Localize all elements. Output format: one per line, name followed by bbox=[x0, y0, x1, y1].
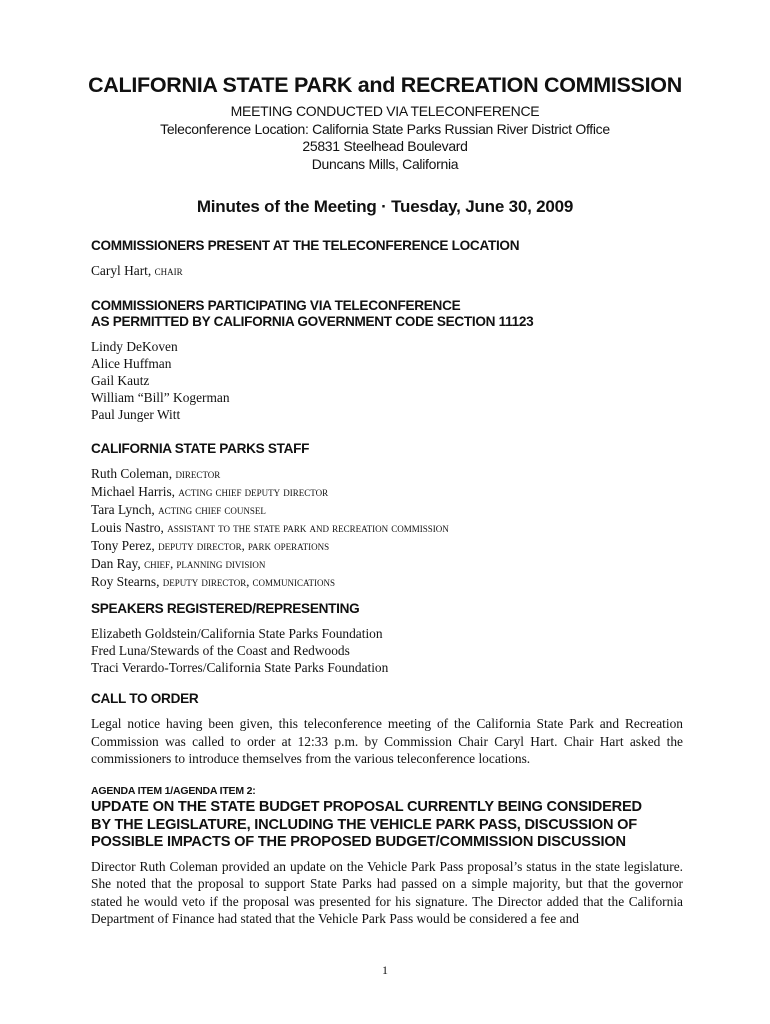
agenda-item-label: AGENDA ITEM 1/AGENDA ITEM 2: bbox=[91, 785, 256, 797]
section-staff bbox=[91, 441, 683, 591]
speaker-entry: Fred Luna/Stewards of the Coast and Redwoods bbox=[91, 643, 350, 658]
person-entry bbox=[91, 262, 683, 280]
street-address-line: 25831 Steelhead Boulevard bbox=[302, 138, 468, 154]
person-name: Louis Nastro, bbox=[91, 520, 168, 535]
section-commissioners-present bbox=[91, 238, 683, 280]
person-name: Dan Ray, bbox=[91, 556, 145, 571]
person-name: Tara Lynch, bbox=[91, 502, 159, 517]
person-role: acting chief counsel bbox=[158, 503, 266, 517]
section-heading: SPEAKERS REGISTERED/REPRESENTING bbox=[91, 601, 360, 616]
person-entry bbox=[91, 555, 683, 573]
person-role: deputy director, communications bbox=[162, 575, 336, 589]
person-role: director bbox=[175, 467, 221, 481]
person-role: assistant to the state park and recreation commission bbox=[167, 521, 449, 535]
person-role: chief, planning division bbox=[144, 557, 266, 571]
person-name: Roy Stearns, bbox=[91, 574, 163, 589]
section-heading-line: AS PERMITTED BY CALIFORNIA GOVERNMENT CODE SECTION 11123 bbox=[91, 314, 534, 329]
section-heading-line: COMMISSIONERS PARTICIPATING VIA TELECONFERENCE bbox=[91, 298, 461, 313]
minutes-title: Minutes of the Meeting · Tuesday, June 30, 2009 bbox=[196, 197, 574, 216]
person-entry bbox=[91, 483, 683, 501]
city-line: Duncans Mills, California bbox=[311, 155, 459, 172]
agenda-heading-line: UPDATE ON THE STATE BUDGET PROPOSAL CURRENTLY BEING CONSIDERED bbox=[91, 799, 642, 815]
section-call-to-order bbox=[91, 691, 683, 768]
person-name: Michael Harris, bbox=[91, 484, 179, 499]
person-name: Gail Kautz bbox=[91, 373, 150, 388]
section-heading: CALL TO ORDER bbox=[91, 691, 199, 706]
person-entry bbox=[91, 573, 683, 591]
section-heading: CALIFORNIA STATE PARKS STAFF bbox=[91, 441, 310, 456]
person-entry bbox=[91, 519, 683, 537]
person-entry bbox=[91, 501, 683, 519]
meeting-location-block bbox=[0, 103, 770, 173]
person-role: acting chief deputy director bbox=[178, 485, 329, 499]
person-name: Lindy DeKoven bbox=[91, 339, 178, 354]
agenda-paragraph: Director Ruth Coleman provided an update on the Vehicle Park Pass proposal’s status in the state legislature. She noted that the proposal to support State Parks had passed on a simple majority, but that the governor stated he would veto if the proposal was presented for his signature. The Director added that the California Department of Finance had stated that the Vehicle Park Pass would be considered a fee and bbox=[91, 858, 683, 926]
person-name: Tony Perez, bbox=[91, 538, 159, 553]
person-name: Ruth Coleman, bbox=[91, 466, 176, 481]
person-name: William “Bill” Kogerman bbox=[91, 390, 230, 405]
person-entry bbox=[91, 537, 683, 555]
call-to-order-paragraph: Legal notice having been given, this teleconference meeting of the California State Park and Recreation Commission was called to order at 12:33 p.m. by Commission Chair Caryl Hart. Chair Hart asked the commissioners to introduce themselves from the various teleconference locations. bbox=[91, 716, 683, 766]
agenda-heading-line: POSSIBLE IMPACTS OF THE PROPOSED BUDGET/COMMISSION DISCUSSION bbox=[91, 834, 626, 850]
person-name: Alice Huffman bbox=[91, 356, 172, 371]
speaker-entry: Elizabeth Goldstein/California State Parks Foundation bbox=[91, 626, 383, 641]
person-role: deputy director, park operations bbox=[158, 539, 330, 553]
agenda-heading-line: BY THE LEGISLATURE, INCLUDING THE VEHICLE PARK PASS, DISCUSSION OF bbox=[91, 816, 638, 833]
meeting-format-line: MEETING CONDUCTED VIA TELECONFERENCE bbox=[230, 103, 540, 119]
person-entry bbox=[91, 465, 683, 483]
page-number: 1 bbox=[382, 963, 388, 977]
section-agenda-item bbox=[91, 785, 683, 928]
location-line: Teleconference Location: California State Parks Russian River District Office bbox=[160, 120, 610, 137]
speaker-entry: Traci Verardo-Torres/California State Parks Foundation bbox=[91, 660, 389, 675]
section-heading: COMMISSIONERS PRESENT AT THE TELECONFERENCE LOCATION bbox=[91, 238, 520, 253]
person-name: Paul Junger Witt bbox=[91, 407, 181, 422]
document-title: CALIFORNIA STATE PARK and RECREATION COMMISSION bbox=[88, 73, 682, 97]
person-name: Caryl Hart, bbox=[91, 263, 155, 278]
section-speakers bbox=[91, 601, 683, 676]
section-commissioners-participating bbox=[91, 298, 683, 423]
person-role: chair bbox=[154, 264, 183, 278]
